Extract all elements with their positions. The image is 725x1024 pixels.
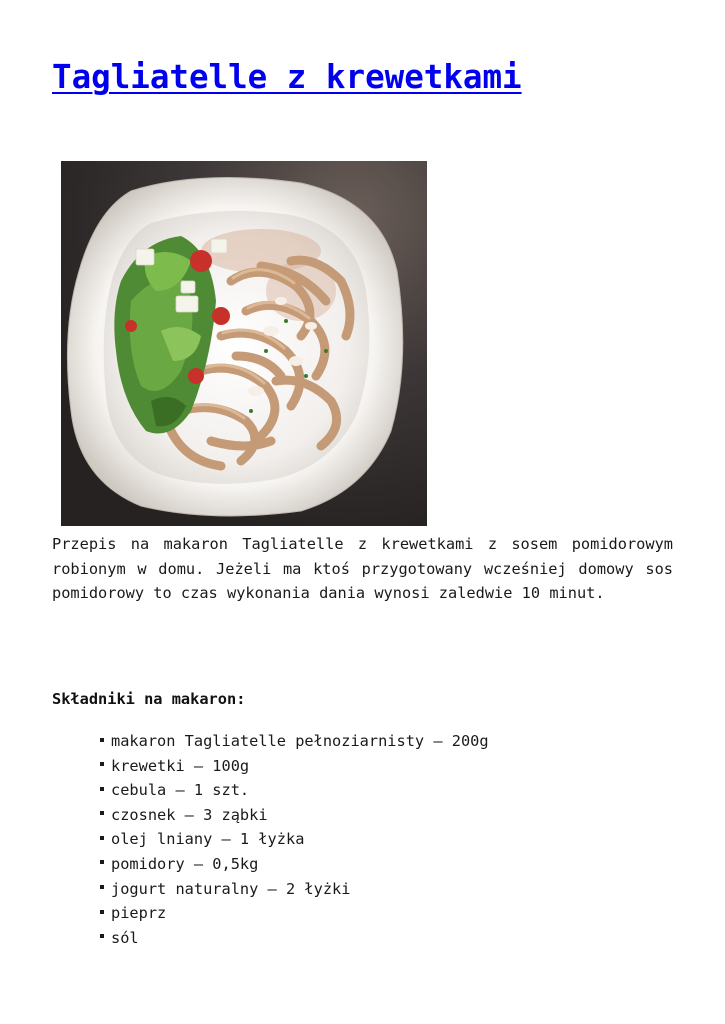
recipe-intro: Przepis na makaron Tagliatelle z krewetkami z sosem pomidorowym robionym w domu. Jeżeli ma ktoś przygotowany wcześniej domowy sos pomidorowy to czas wykonania dania wynosi zaledwie 10 minut.	[52, 535, 673, 602]
list-item	[100, 901, 489, 926]
bullet-icon	[100, 885, 104, 889]
list-item	[100, 754, 489, 779]
list-item	[100, 729, 489, 754]
ingredient-text: jogurt naturalny – 2 łyżki	[111, 879, 351, 898]
ingredient-text: olej lniany – 1 łyżka	[111, 830, 305, 849]
list-item	[100, 827, 489, 852]
list-item	[100, 926, 489, 951]
bullet-icon	[100, 762, 104, 766]
ingredients-heading: Składniki na makaron:	[52, 690, 246, 708]
list-item	[100, 778, 489, 803]
ingredient-text: pomidory – 0,5kg	[111, 854, 259, 873]
ingredient-text: czosnek – 3 ząbki	[111, 805, 268, 824]
ingredient-text: cebula – 1 szt.	[111, 781, 250, 800]
recipe-photo	[61, 161, 427, 526]
list-item	[100, 877, 489, 902]
ingredients-list	[100, 729, 489, 950]
ingredient-text: krewetki – 100g	[111, 756, 250, 775]
list-item	[100, 803, 489, 828]
bullet-icon	[100, 836, 104, 840]
page-title[interactable]: Tagliatelle z krewetkami	[52, 58, 522, 96]
bullet-icon	[100, 738, 104, 742]
bullet-icon	[100, 910, 104, 914]
bullet-icon	[100, 934, 104, 938]
bullet-icon	[100, 860, 104, 864]
ingredient-text: pieprz	[111, 904, 167, 923]
bullet-icon	[100, 811, 104, 815]
ingredient-text: sól	[111, 928, 139, 947]
list-item	[100, 852, 489, 877]
ingredient-text: makaron Tagliatelle pełnoziarnisty – 200g	[111, 732, 489, 750]
bullet-icon	[100, 787, 104, 791]
